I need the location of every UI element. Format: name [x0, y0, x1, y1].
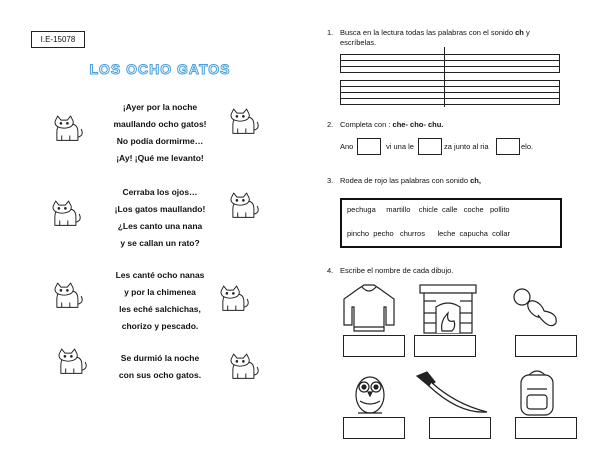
word-elo: elo. [521, 142, 534, 151]
fill-blank[interactable] [418, 138, 442, 155]
question-1-number: 1. [327, 28, 334, 37]
poem-line: ¡Ayer por la noche [122, 102, 198, 112]
backpack-icon [513, 367, 561, 417]
question-3-number: 3. [327, 176, 334, 185]
cat-icon [52, 113, 86, 145]
word-ano: Ano [340, 142, 354, 151]
document-code: I.E-15078 [31, 31, 85, 48]
cat-icon [52, 280, 86, 312]
answer-box-owl[interactable] [343, 417, 405, 439]
word-vi-una-le: vi una le [386, 142, 414, 151]
question-3-text: Rodea de rojo las palabras con sonido ch, [340, 176, 481, 185]
poem-line: les eché salchichas, [119, 304, 201, 314]
word-row-2[interactable]: pincho pecho churros leche capucha collar [347, 229, 511, 238]
fill-blank[interactable] [496, 138, 520, 155]
cat-icon [228, 351, 262, 383]
cat-icon [228, 106, 262, 138]
poem-line: Se durmió la noche [120, 353, 200, 363]
machete-icon [415, 370, 489, 418]
poem-line: ¡Los gatos maullando! [114, 204, 206, 214]
poem-line: Cerraba los ojos… [122, 187, 198, 197]
page-title: LOS OCHO GATOS [89, 61, 231, 77]
poem-line: y por la chimenea [124, 287, 196, 297]
question-2-text: Completa con : che- cho- chu. [340, 120, 444, 129]
column-divider [444, 47, 445, 107]
answer-box-machete[interactable] [429, 417, 491, 439]
cat-icon [50, 198, 84, 230]
answer-box-backpack[interactable] [515, 417, 577, 439]
poem-line: Les canté ocho nanas [115, 270, 205, 280]
fireplace-icon [418, 283, 478, 335]
sweater-icon [340, 283, 398, 333]
answer-lines-1[interactable] [340, 54, 560, 73]
poem-line: No podía dormirme… [116, 136, 204, 146]
word-junto-al-ria: za junto al ria [444, 142, 489, 151]
poem-line: ¿Les canto una nana [117, 221, 203, 231]
answer-box-fireplace[interactable] [414, 335, 476, 357]
question-4-text: Escribe el nombre de cada dibujo. [340, 266, 454, 275]
question-1-text: Busca en la lectura todas las palabras con el sonido ch y escríbelas. [340, 28, 530, 47]
question-2-number: 2. [327, 120, 334, 129]
poem-line: con sus ocho gatos. [118, 370, 202, 380]
poem-line: ¡Ay! ¡Qué me levanto! [116, 153, 204, 163]
owl-icon [352, 371, 388, 415]
answer-box-sweater[interactable] [343, 335, 405, 357]
cat-icon [228, 190, 262, 222]
poem-line: chorizo y pescado. [121, 321, 199, 331]
word-row-1[interactable]: pechuga martillo chicle calle coche pollito [347, 205, 510, 214]
question-4-number: 4. [327, 266, 334, 275]
answer-lines-2[interactable] [340, 80, 560, 105]
pacifier-icon [510, 283, 560, 333]
poem-line: y se callan un rato? [120, 238, 200, 248]
answer-box-pacifier[interactable] [515, 335, 577, 357]
cat-icon [218, 283, 252, 315]
fill-blank[interactable] [357, 138, 381, 155]
cat-icon [56, 346, 90, 378]
poem-line: maullando ocho gatos! [113, 119, 207, 129]
